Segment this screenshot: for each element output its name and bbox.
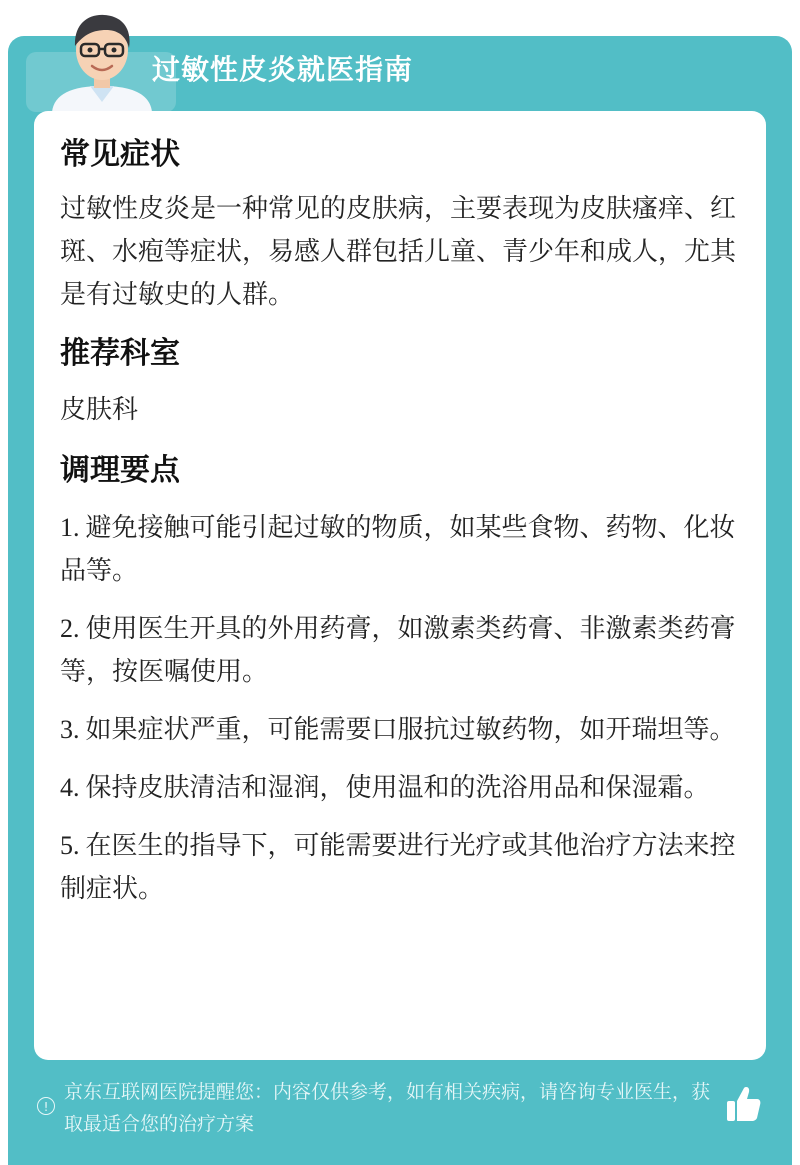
list-item-number: 1. [60, 513, 80, 542]
list-item-text: 在医生的指导下，可能需要进行光疗或其他治疗方法来控制症状。 [60, 831, 736, 904]
footer-notice: 京东互联网医院提醒您：内容仅供参考，如有相关疾病，请咨询专业医生，获取最适合您的治疗方案 [64, 1081, 711, 1135]
list-item [60, 824, 740, 911]
list-item-text: 避免接触可能引起过敏的物质，如某些食物、药物、化妆品等。 [60, 513, 736, 586]
list-item [60, 766, 740, 810]
list-item-text: 如果症状严重，可能需要口服抗过敏药物，如开瑞坦等。 [85, 715, 736, 745]
list-item-text: 保持皮肤清洁和湿润，使用温和的洗浴用品和保湿霜。 [85, 773, 710, 803]
list-item-number: 2. [60, 614, 80, 643]
thumbs-up-icon[interactable] [724, 1084, 762, 1124]
care-list [60, 506, 740, 911]
symptoms-text: 过敏性皮炎是一种常见的皮肤病，主要表现为皮肤瘙痒、红斑、水疱等症状，易感人群包括儿童、青少年和成人，尤其是有过敏史的人群。 [60, 194, 737, 310]
section-title-care: 调理要点 [60, 453, 180, 488]
list-item [60, 607, 740, 694]
list-item-number: 4. [60, 773, 80, 802]
guide-content [60, 130, 740, 925]
list-item [60, 506, 740, 593]
list-item-text: 使用医生开具的外用药膏，如激素类药膏、非激素类药膏等，按医嘱使用。 [60, 614, 736, 687]
list-item-number: 5. [60, 831, 80, 860]
page-title: 过敏性皮炎就医指南 [152, 53, 414, 86]
doctor-avatar-icon [44, 6, 160, 112]
list-item [60, 708, 740, 752]
info-icon: ! [37, 1097, 55, 1115]
section-title-department: 推荐科室 [60, 336, 180, 371]
department-text: 皮肤科 [60, 395, 139, 425]
list-item-number: 3. [60, 715, 80, 744]
section-title-symptoms: 常见症状 [60, 137, 180, 172]
